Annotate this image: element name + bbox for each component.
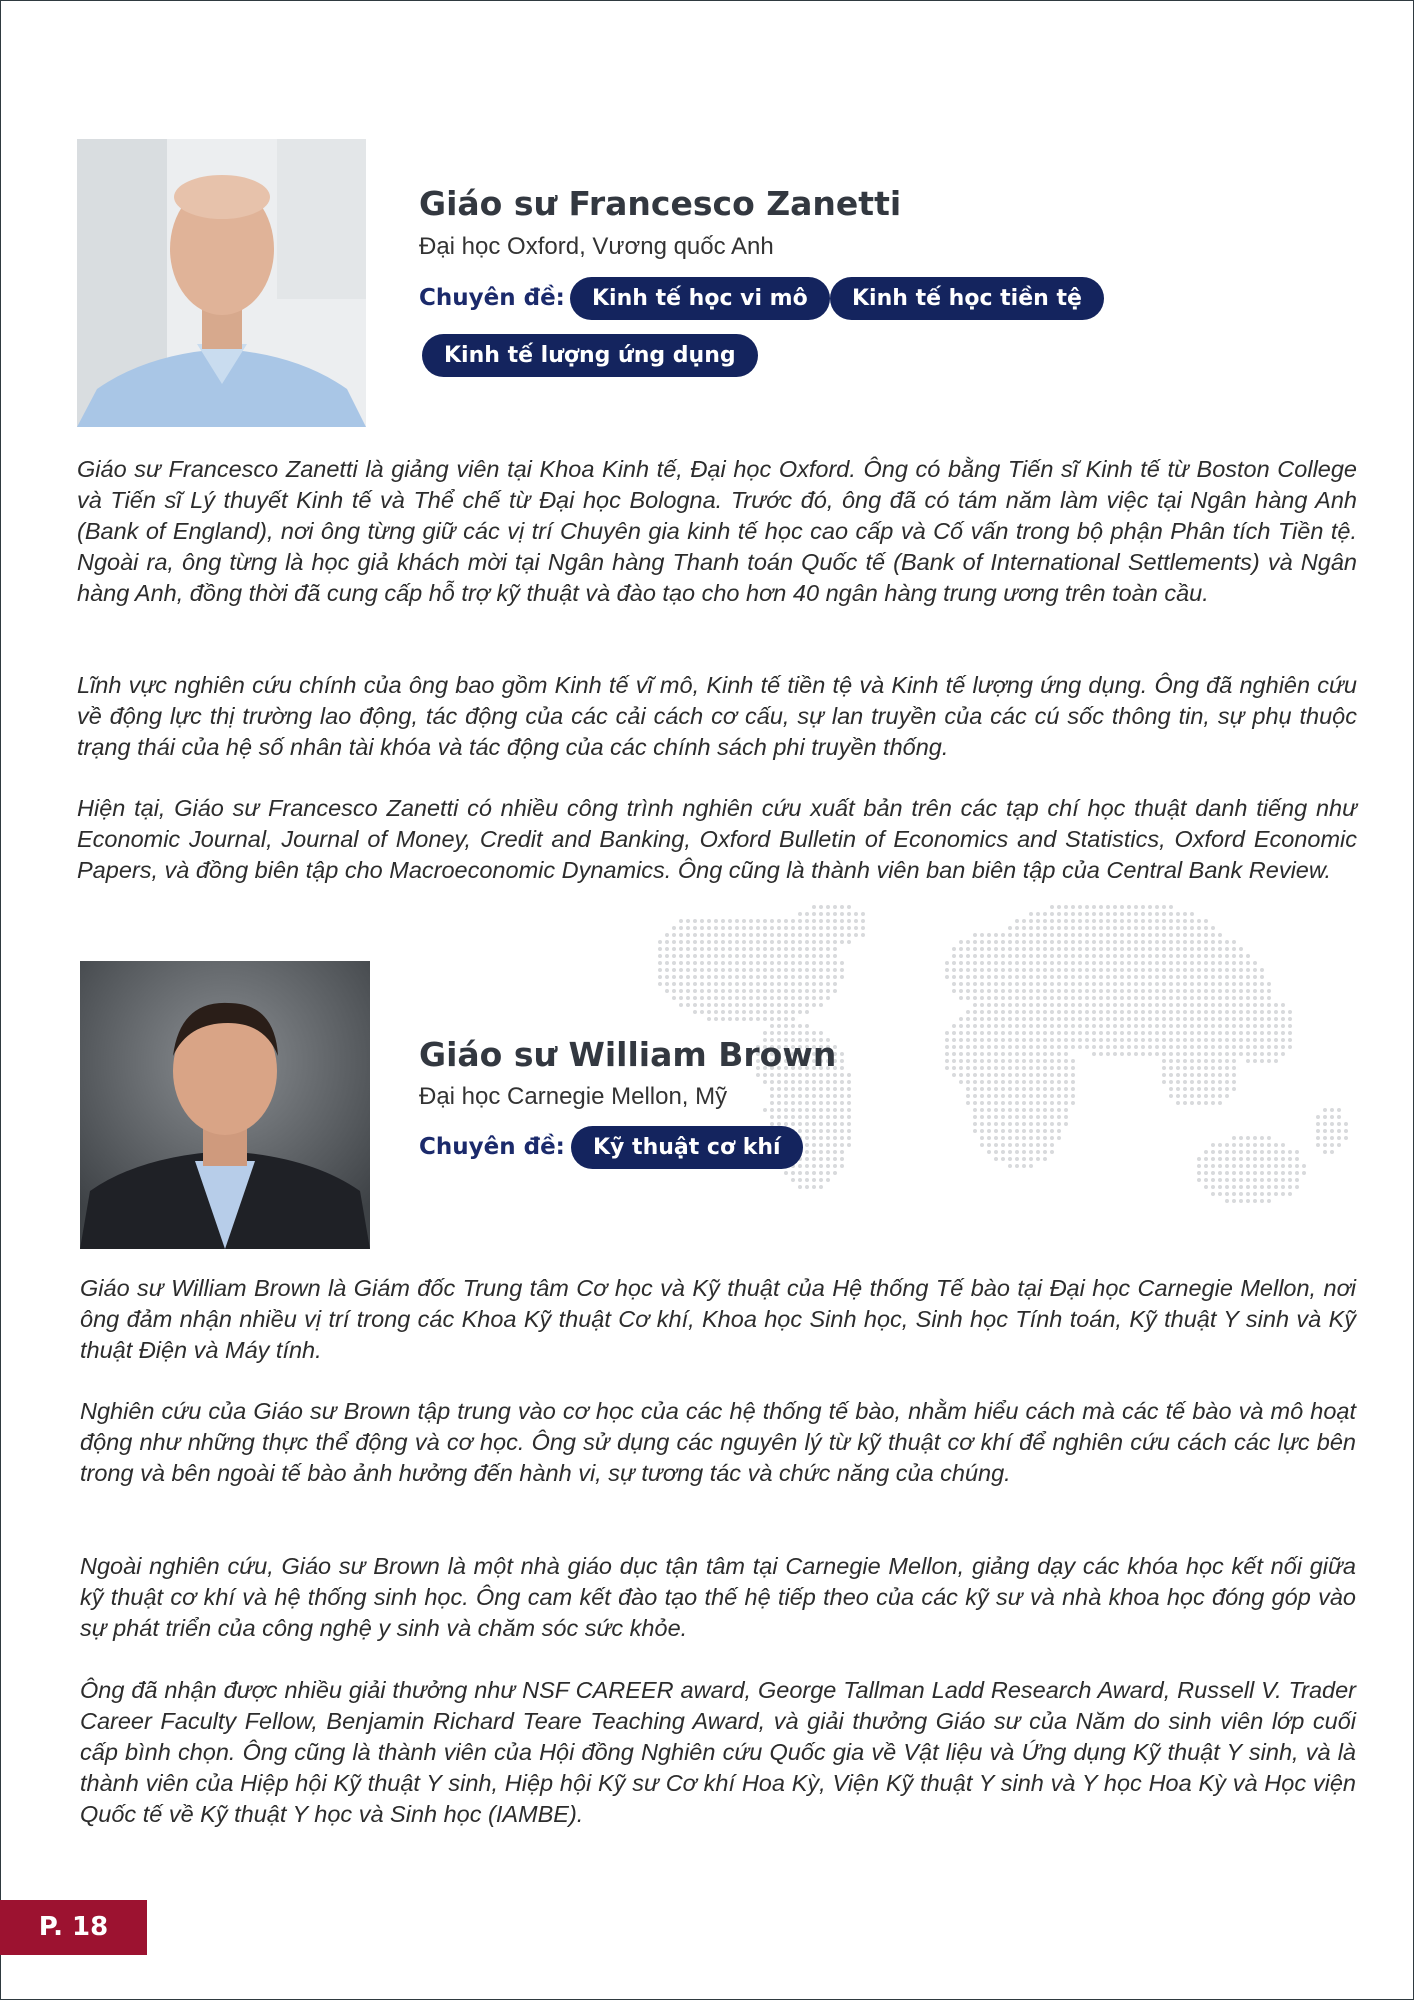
topic-badge: Kỹ thuật cơ khí bbox=[571, 1126, 803, 1169]
topic-label: Chuyên đề: bbox=[419, 1134, 565, 1160]
bio-paragraph: Giáo sư William Brown là Giám đốc Trung tâm Cơ học và Kỹ thuật của Hệ thống Tế bào tại Đại học Carnegie Mellon, nơi ông đảm nhận nhiều vị trí trong các Khoa Kỹ thuật Cơ khí, Khoa học Sinh học, Sinh học Tính toán, Kỹ thuật Y sinh và Kỹ thuật Điện và Máy tính. bbox=[80, 1275, 1356, 1363]
professor-photo-brown bbox=[80, 961, 370, 1249]
page-number: P. 18 bbox=[0, 1900, 147, 1955]
professor-affiliation: Đại học Carnegie Mellon, Mỹ bbox=[419, 1083, 728, 1110]
bio-paragraph: Ông đã nhận được nhiều giải thưởng như NSF CAREER award, George Tallman Ladd Research Award, Russell V. Trader Career Faculty Fellow, Benjamin Richard Teare Teaching Award, và giải thưởng Giáo sư của Năm do sinh viên lớp cuối cấp bình chọn. Ông cũng là thành viên của Hội đồng Nghiên cứu Quốc gia về Vật liệu và Ứng dụng Kỹ thuật Y sinh, và là thành viên của Hiệp hội Kỹ thuật Y sinh, Hiệp hội Kỹ sư Cơ khí Hoa Kỳ, Viện Kỹ thuật Y sinh và Y học Hoa Kỳ và Học viện Quốc tế về Kỹ thuật Y học và Sinh học (IAMBE). bbox=[80, 1677, 1356, 1827]
topic-badge: Kinh tế học tiền tệ bbox=[830, 277, 1104, 320]
topic-badge: Kinh tế học vi mô bbox=[570, 277, 830, 320]
bio-paragraph: Giáo sư Francesco Zanetti là giảng viên tại Khoa Kinh tế, Đại học Oxford. Ông có bằng Tiến sĩ Kinh tế từ Boston College và Tiến sĩ Lý thuyết Kinh tế và Thể chế từ Đại học Bologna. Trước đó, ông đã có tám năm làm việc tại Ngân hàng Anh (Bank of England), nơi ông từng giữ các vị trí Chuyên gia kinh tế học cao cấp và Cố vấn trong bộ phận Phân tích Tiền tệ. Ngoài ra, ông từng là học giả khách mời tại Ngân hàng Thanh toán Quốc tế (Bank of International Settlements) và Ngân hàng Anh, đồng thời đã cung cấp hỗ trợ kỹ thuật và đào tạo cho hơn 40 ngân hàng trung ương trên toàn cầu. bbox=[77, 456, 1357, 606]
professor-name: Giáo sư Francesco Zanetti bbox=[419, 184, 902, 223]
topic-badge: Kinh tế lượng ứng dụng bbox=[422, 334, 758, 377]
topic-label: Chuyên đề: bbox=[419, 285, 565, 311]
bio-paragraph: Hiện tại, Giáo sư Francesco Zanetti có nhiều công trình nghiên cứu xuất bản trên các tạp chí học thuật danh tiếng như Economic Journal, Journal of Money, Credit and Banking, Oxford Bulletin of Economics and Statistics, Oxford Economic Papers, và đồng biên tập cho Macroeconomic Dynamics. Ông cũng là thành viên ban biên tập của Central Bank Review. bbox=[77, 795, 1357, 883]
professor-affiliation: Đại học Oxford, Vương quốc Anh bbox=[419, 233, 774, 260]
bio-paragraph: Ngoài nghiên cứu, Giáo sư Brown là một nhà giáo dục tận tâm tại Carnegie Mellon, giảng dạy các khóa học kết nối giữa kỹ thuật cơ khí và hệ thống sinh học. Ông cam kết đào tạo thế hệ tiếp theo của các kỹ sư và nhà khoa học đóng góp vào sự phát triển của công nghệ y sinh và chăm sóc sức khỏe. bbox=[80, 1553, 1356, 1641]
bio-paragraph: Nghiên cứu của Giáo sư Brown tập trung vào cơ học của các hệ thống tế bào, nhằm hiểu cách mà các tế bào và mô hoạt động như những thực thể động và cơ học. Ông sử dụng các nguyên lý từ kỹ thuật cơ khí để nghiên cứu cách các lực bên trong và bên ngoài tế bào ảnh hưởng đến hành vi, sự tương tác và chức năng của chúng. bbox=[80, 1398, 1356, 1486]
professor-name: Giáo sư William Brown bbox=[419, 1035, 837, 1074]
professor-photo-zanetti bbox=[77, 139, 366, 427]
bio-paragraph: Lĩnh vực nghiên cứu chính của ông bao gồm Kinh tế vĩ mô, Kinh tế tiền tệ và Kinh tế lượng ứng dụng. Ông đã nghiên cứu về động lực thị trường lao động, tác động của các cải cách cơ cấu, sự lan truyền của các cú sốc thông tin, sự phụ thuộc trạng thái của hệ số nhân tài khóa và tác động của các chính sách phi truyền thống. bbox=[77, 672, 1357, 760]
